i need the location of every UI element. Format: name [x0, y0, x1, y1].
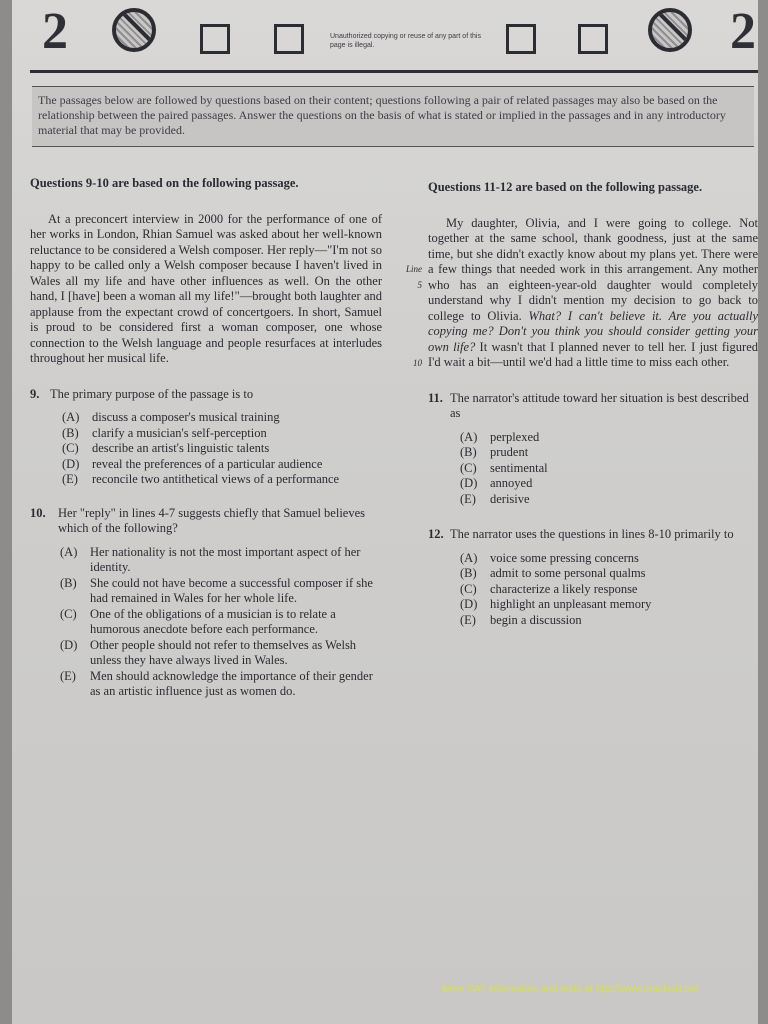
passage-heading: Questions 9-10 are based on the following passage. — [30, 176, 299, 190]
option-text: annoyed — [490, 476, 533, 490]
option-text: admit to some personal qualms — [490, 566, 646, 580]
option-text: voice some pressing concerns — [490, 550, 639, 565]
option-letter: (C) — [460, 460, 477, 475]
question-number: 10. — [30, 505, 46, 520]
passage — [30, 212, 382, 367]
answer-option[interactable] — [60, 669, 382, 700]
passage-italic-questions: What? I can't believe it. Are you actually copying me? Don't you think you should consider getting your own life? — [428, 308, 759, 354]
option-text: describe an artist's linguistic talents — [92, 441, 270, 455]
option-letter: (E) — [62, 472, 78, 486]
right-column — [405, 180, 759, 628]
answer-option[interactable] — [460, 492, 758, 508]
checkbox-square — [200, 24, 230, 54]
copy-notice: Unauthorized copying or reuse of any part of this page is illegal. — [330, 33, 481, 49]
passage-text-part: My daughter, Olivia, and I were going to college. Not together at the same school, thank goodness, just at the same time, but she didn't exactly know about my plans yet. There were a few things that needed work in this arrangement. Any mother who has an eighteen-year-old daughter would completely understand why I didn't mention my decision to go back to college to Olivia. — [428, 215, 758, 323]
option-letter: (E) — [60, 668, 76, 683]
answer-option[interactable] — [460, 430, 758, 446]
no-calculator-icon — [648, 8, 692, 52]
question-stem: The narrator's attitude toward her situation is best described as — [450, 390, 749, 420]
page-header — [12, 0, 758, 80]
question-number: 9. — [30, 386, 40, 401]
header-rule — [30, 70, 758, 73]
option-letter: (E) — [460, 612, 476, 627]
passage — [405, 215, 759, 371]
checkbox-square — [274, 24, 304, 54]
passage-text — [428, 216, 758, 371]
option-text: Her nationality is not the most important aspect of her identity. — [90, 544, 361, 574]
answer-option[interactable] — [60, 607, 382, 638]
option-letter: (D) — [460, 597, 478, 611]
left-column — [30, 176, 382, 700]
checkbox-square — [578, 24, 608, 54]
line-number-5: 5 — [417, 279, 422, 290]
option-text: prudent — [490, 445, 529, 459]
answer-options — [428, 551, 758, 629]
answer-option[interactable] — [460, 445, 758, 461]
answer-option[interactable] — [62, 426, 382, 442]
answer-options — [30, 545, 382, 700]
question-12 — [428, 527, 758, 628]
footer-link[interactable]: More SAT information and tests at http://www.cracksat.net — [442, 984, 699, 995]
answer-option[interactable] — [460, 461, 758, 477]
option-letter: (E) — [460, 491, 476, 506]
question-10 — [30, 506, 382, 700]
answer-option[interactable] — [460, 566, 758, 582]
question-stem: The primary purpose of the passage is to — [50, 386, 254, 401]
option-letter: (B) — [62, 425, 79, 440]
option-text: One of the obligations of a musician is to relate a humorous anecdote before each performance. — [90, 606, 336, 636]
answer-option[interactable] — [460, 613, 758, 629]
question-stem: The narrator uses the questions in lines 8-10 primarily to — [450, 527, 734, 541]
option-text: Men should acknowledge the importance of their gender as an artistic influence just as women do. — [90, 668, 373, 698]
option-text: characterize a likely response — [490, 581, 638, 596]
option-letter: (D) — [60, 637, 78, 652]
option-text: perplexed — [490, 429, 540, 444]
answer-option[interactable] — [460, 582, 758, 598]
answer-options — [428, 430, 758, 508]
answer-option[interactable] — [62, 410, 382, 426]
option-text: reveal the preferences of a particular audience — [92, 456, 323, 471]
question-9 — [30, 387, 382, 488]
checkbox-square — [506, 24, 536, 54]
option-letter: (C) — [60, 606, 77, 621]
answer-option[interactable] — [62, 472, 382, 488]
answer-option[interactable] — [62, 441, 382, 457]
option-text: reconcile two antithetical views of a performance — [92, 472, 340, 486]
question-number: 11. — [428, 390, 443, 405]
passage-text: At a preconcert interview in 2000 for the performance of one of her works in London, Rhian Samuel was asked about her well-known reluctance to be considered a Welsh composer. Her reply—"I'm not so happy to be called only a Welsh composer because I haven't lived in Wales all my life and have other influences as well. On the other hand, I [have] been a woman all my life!"—brought both laughter and applause from the expectant crowd of concertgoers. In short, Samuel is proud to be considered first a woman composer, one whose connection to the Welsh language and people resurfaces at interludes throughout her musical life. — [30, 211, 382, 365]
option-letter: (B) — [460, 445, 477, 459]
answer-option[interactable] — [60, 545, 382, 576]
option-letter: (B) — [460, 566, 477, 580]
option-text: clarify a musician's self-perception — [92, 425, 267, 440]
option-letter: (A) — [60, 544, 78, 559]
answer-option[interactable] — [62, 457, 382, 473]
question-11 — [428, 391, 758, 508]
answer-option[interactable] — [460, 551, 758, 567]
test-page — [12, 0, 758, 1024]
answer-option[interactable] — [60, 576, 382, 607]
option-text: highlight an unpleasant memory — [490, 597, 652, 611]
passage-text-part: It wasn't that I planned never to tell her. I just figured I'd wait a bit—until we'd had a little time to miss each other. — [428, 339, 758, 369]
option-letter: (B) — [60, 575, 77, 590]
line-label: Line — [405, 263, 422, 274]
answer-option[interactable] — [60, 638, 382, 669]
line-number-10: 10 — [413, 357, 422, 368]
option-letter: (C) — [460, 581, 477, 596]
option-letter: (A) — [460, 429, 478, 444]
option-letter: (D) — [62, 456, 80, 471]
option-text: Other people should not refer to themselves as Welsh unless they have always lived in Wales. — [90, 637, 357, 667]
question-number: 12. — [428, 527, 444, 541]
answer-option[interactable] — [460, 476, 758, 492]
question-stem: Her "reply" in lines 4-7 suggests chiefly that Samuel believes which of the following? — [58, 505, 366, 535]
answer-options — [30, 410, 382, 488]
option-letter: (C) — [62, 441, 79, 455]
answer-option[interactable] — [460, 597, 758, 613]
directions-box: The passages below are followed by questions based on their content; questions following a pair of related passages may also be based on the relationship between the paired passages. Answer the questions on the basis of what is stated or implied in the passages and in any introductory material that may be provided. — [32, 86, 754, 147]
option-text: She could not have become a successful composer if she had remained in Wales for her whole life. — [90, 575, 373, 605]
option-text: derisive — [490, 491, 530, 506]
option-letter: (D) — [460, 476, 478, 490]
option-text: sentimental — [490, 460, 548, 475]
option-letter: (A) — [460, 550, 478, 565]
option-letter: (A) — [62, 410, 80, 424]
passage-heading: Questions 11-12 are based on the following passage. — [428, 180, 703, 194]
option-text: discuss a composer's musical training — [92, 410, 280, 424]
no-calculator-icon — [112, 8, 156, 52]
page-number-left: 2 — [42, 3, 68, 60]
option-text: begin a discussion — [490, 612, 582, 627]
page-number-right: 2 — [730, 3, 756, 60]
